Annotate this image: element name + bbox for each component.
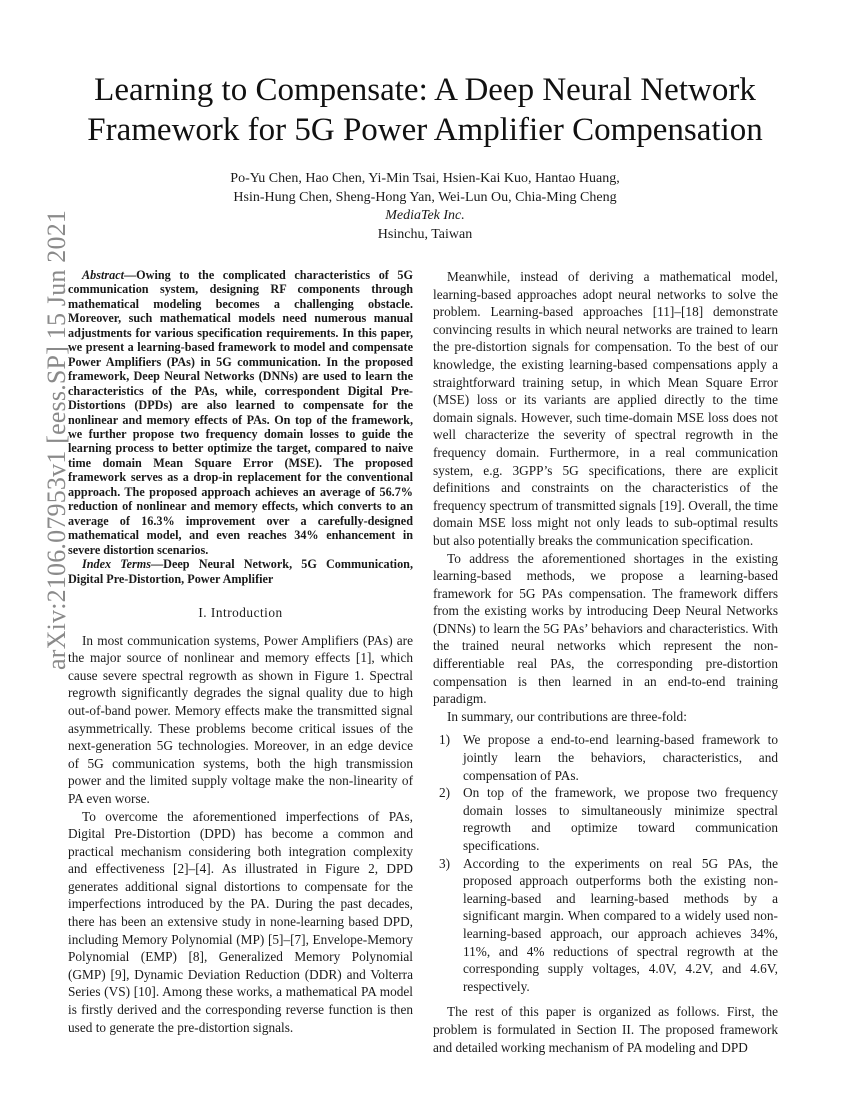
intro-paragraph-6: The rest of this paper is organized as follows. First, the problem is formulated in Section II. The proposed framework and detailed working mechanism of PA modeling and DPD <box>433 1004 778 1055</box>
paper-title <box>60 70 790 150</box>
list-item-text: We propose a end-to-end learning-based framework to jointly learn the behaviors, characteristics, and compensation of PAs. <box>463 732 778 783</box>
intro-paragraph-5: In summary, our contributions are three-fold: <box>447 708 687 724</box>
list-item <box>433 855 778 996</box>
list-item-number: 2) <box>439 785 451 801</box>
index-terms <box>68 557 413 586</box>
list-item <box>433 784 778 854</box>
index-terms-text: —Deep Neural Network, 5G Communication, Digital Pre-Distortion, Power Amplifier <box>68 557 413 586</box>
location: Hsinchu, Taiwan <box>377 226 473 242</box>
right-column <box>433 268 778 1056</box>
abstract <box>68 268 413 586</box>
list-item-number: 1) <box>439 732 451 748</box>
authors-line-1: Po-Yu Chen, Hao Chen, Yi-Min Tsai, Hsien-Kai Kuo, Hantao Huang, <box>230 171 620 186</box>
contributions-list <box>433 731 778 995</box>
list-item <box>433 731 778 784</box>
list-item-text: According to the experiments on real 5G PAs, the proposed approach outperforms both the existing non-learning-based and learning-based methods by a significant margin. When compared to a widely used non-learning-based approach, our approach achieves 34%, 11%, and 4% reductions of spectral regrowth at the corresponding supply voltages, 4.0V, 4.2V, and 4.6V, respectively. <box>463 855 778 994</box>
affiliation: MediaTek Inc. <box>385 208 465 223</box>
abstract-label: Abstract <box>82 268 124 282</box>
title-line-2: Framework for 5G Power Amplifier Compensation <box>87 112 763 148</box>
arxiv-identifier: arXiv:2106.07953v1 [eess.SP] 15 Jun 2021 <box>42 209 71 670</box>
intro-paragraph-3: Meanwhile, instead of deriving a mathematical model, learning-based approaches adopt neural networks to solve the problem. Learning-based approaches [11]–[18] demonstrate convincing results in which neural networks are trained to learn the pre-distortion signals for compensation. To the best of our knowledge, the existing learning-based compensations apply a straightforward training setup, in which Mean Square Error (MSE) loss or its variants are applied directly to the time domain signals. However, such time-domain MSE loss does not well characterize the severity of spectral regrowth in the frequency domain. Furthermore, in a real communication system, e.g. 3GPP’s 5G specifications, there are explicit definitions and constraints on the characteristics of the frequency spectrum of transmitted signals [19]. Overall, the time domain MSE loss might not only leads to sub-optimal results but also potentially breaks the communication specification. <box>433 269 778 548</box>
section-heading-introduction: I. Introduction <box>198 604 283 620</box>
list-item-text: On top of the framework, we propose two frequency domain losses to simultaneously minimize spectral regrowth and optimize toward communication specifications. <box>463 785 778 853</box>
author-block <box>120 170 730 244</box>
abstract-paragraph <box>68 268 413 557</box>
intro-paragraph-4: To address the aforementioned shortages in the existing learning-based methods, we propose a learning-based framework for 5G PAs compensation. The framework differs from the existing works by introducing Deep Neural Networks (DNNs) to learn the 5G PAs’ behaviors and characteristics. With the trained neural networks which represent the non-differentiable real PAs, the corresponding pre-distortion compensation is then learned in an end-to-end training paradigm. <box>433 550 778 707</box>
authors-line-2: Hsin-Hung Chen, Sheng-Hong Yan, Wei-Lun Ou, Chia-Ming Cheng <box>233 189 617 205</box>
title-line-1: Learning to Compensate: A Deep Neural Network <box>94 72 756 108</box>
index-terms-label: Index Terms <box>82 557 151 572</box>
intro-paragraph-2: To overcome the aforementioned imperfections of PAs, Digital Pre-Distortion (DPD) has become a common and practical mechanism considering both integration complexity and effectiveness [2]–[4]. As illustrated in Figure 2, DPD generates additional signal distortions to compensate for the imperfections introduced by the PA. During the past decades, there has been an extensive study in none-learning based DPD, including Memory Polynomial (MP) [5]–[7], Envelope-Memory Polynomial (EMP) [8], Generalized Memory Polynomial (GMP) [9], Dynamic Deviation Reduction (DDR) and Volterra Series (VS) [10]. Among these works, a mathematical PA model is firstly derived and the corresponding reverse function is then used to generate the pre-distortion signals. <box>68 808 413 1035</box>
list-item-number: 3) <box>439 855 451 871</box>
intro-paragraph-1: In most communication systems, Power Amplifiers (PAs) are the major source of nonlinear and memory effects [1], which cause severe spectral regrowth as shown in Figure 1. Spectral regrowth significantly degrades the signal quality due to high out-of-band power. Memory effects make the transmitted signal asymmetrically. These problems become critical issues of the next-generation 5G technologies. Moreover, in an edge device of 5G communication systems, both the high transmission power and the limited supply voltage make the non-linearity of PA even worse. <box>68 632 413 806</box>
abstract-text: —Owing to the complicated characteristics of 5G communication system, designing RF components through mathematical modeling becomes a challenging obstacle. Moreover, such mathematical models need numerous manual adjustments for various specification requirements. In this paper, we present a learning-based framework to model and compensate Power Amplifiers (PAs) in 5G communication. In the proposed framework, Deep Neural Networks (DNNs) are used to learn the characteristics of the PAs, while, correspondent Digital Pre-Distortions (DPDs) are also learned to compensate for the nonlinear and memory effects of PAs. On top of the framework, we further propose two frequency domain losses to guide the learning process to better optimize the target, compared to naive time domain Mean Square Error (MSE). The proposed framework serves as a drop-in replacement for the conventional approach. The proposed approach achieves an average of 56.7% reduction of nonlinear and memory effects, which converts to an average of 16.3% improvement over a carefully-designed mathematical model, and even reaches 34% enhancement in severe distortion scenarios. <box>68 268 413 557</box>
left-column <box>68 268 413 1036</box>
